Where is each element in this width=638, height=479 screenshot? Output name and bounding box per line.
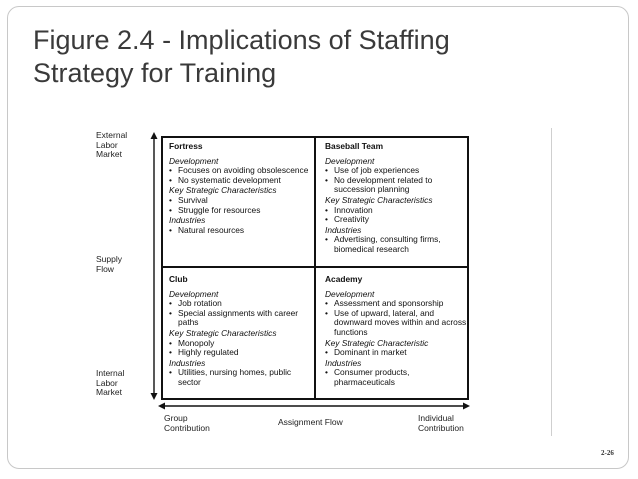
quadrant-name: Baseball Team (325, 141, 384, 151)
industries-list (325, 368, 467, 387)
development-list (325, 166, 467, 195)
label-external-labor-market (96, 131, 146, 160)
quadrant-baseball-team (325, 142, 467, 256)
title-line-2: Strategy for Training (33, 58, 277, 88)
list-item: • Use of upward, lateral, and downward moves within and across functions (325, 309, 467, 338)
list-item: • No systematic development (169, 176, 311, 186)
label-line: Contribution (418, 422, 464, 433)
label-supply-flow (96, 255, 146, 274)
label-line: Labor (96, 377, 118, 388)
list-item: • Dominant in market (325, 348, 467, 358)
label-internal-labor-market (96, 369, 146, 398)
industries-list (169, 226, 311, 236)
label-line: Market (96, 149, 122, 159)
label-line: Contribution (164, 422, 210, 433)
list-item: • No development related to succession planning (325, 176, 467, 195)
staffing-strategy-figure (96, 128, 552, 436)
title-line-1: Figure 2.4 - Implications of Staffing (33, 25, 450, 55)
industries-list (169, 368, 311, 387)
list-item: • Utilities, nursing homes, public sector (169, 368, 311, 387)
list-item: • Monopoly (169, 339, 311, 349)
section-heading: Key Strategic Characteristic (325, 337, 429, 348)
strategy-grid (161, 136, 469, 400)
page-number: 2-26 (601, 449, 614, 457)
section-heading: Industries (325, 224, 362, 235)
list-item: • Creativity (325, 215, 467, 225)
list-item: • Highly regulated (169, 348, 311, 358)
label-line: Labor (96, 139, 118, 150)
characteristics-list (325, 348, 467, 358)
section-heading: Key Strategic Characteristics (169, 185, 277, 196)
list-item: • Innovation (325, 206, 467, 216)
quadrant-name: Academy (325, 274, 363, 284)
list-item: • Struggle for resources (169, 206, 311, 216)
slide-title (33, 24, 450, 90)
list-item: • Advertising, consulting firms, biomedical research (325, 235, 467, 254)
label-group-contribution (164, 414, 210, 433)
list-item: • Use of job experiences (325, 166, 467, 176)
list-item: • Consumer products, pharmaceuticals (325, 368, 467, 387)
development-list (169, 166, 311, 185)
characteristics-list (169, 196, 311, 215)
list-item: • Survival (169, 196, 311, 206)
characteristics-list (325, 206, 467, 225)
quadrant-club (169, 275, 311, 389)
assignment-flow-arrow (158, 401, 470, 411)
characteristics-list (169, 339, 311, 358)
quadrant-name: Fortress (169, 141, 203, 151)
section-heading: Industries (325, 357, 362, 368)
label-line: Market (96, 387, 122, 397)
label-individual-contribution (418, 414, 464, 433)
section-heading: Development (325, 155, 375, 166)
section-heading: Industries (169, 215, 206, 226)
grid-divider-vertical (314, 138, 316, 398)
list-item: • Job rotation (169, 299, 311, 309)
supply-flow-arrow (150, 132, 158, 400)
label-line: External (96, 130, 128, 140)
development-list (325, 299, 467, 337)
development-list (169, 299, 311, 328)
list-item: • Assessment and sponsorship (325, 299, 467, 309)
quadrant-fortress (169, 142, 311, 236)
list-item: • Special assignments with career paths (169, 309, 311, 328)
section-heading: Industries (169, 357, 206, 368)
label-line: Flow (96, 263, 114, 274)
list-item: • Natural resources (169, 226, 311, 236)
section-heading: Development (169, 155, 219, 166)
label-line: Supply (96, 254, 122, 264)
quadrant-academy (325, 275, 467, 389)
quadrant-name: Club (169, 274, 188, 284)
label-line: Internal (96, 368, 125, 378)
section-heading: Development (325, 288, 375, 299)
label-line: Group (164, 413, 188, 423)
label-assignment-flow: Assignment Flow (278, 417, 343, 427)
list-item: • Focuses on avoiding obsolescence (169, 166, 311, 176)
section-heading: Development (169, 288, 219, 299)
grid-divider-horizontal (163, 266, 467, 268)
section-heading: Key Strategic Characteristics (169, 327, 277, 338)
section-heading: Key Strategic Characteristics (325, 194, 433, 205)
label-line: Individual (418, 413, 454, 423)
industries-list (325, 235, 467, 254)
